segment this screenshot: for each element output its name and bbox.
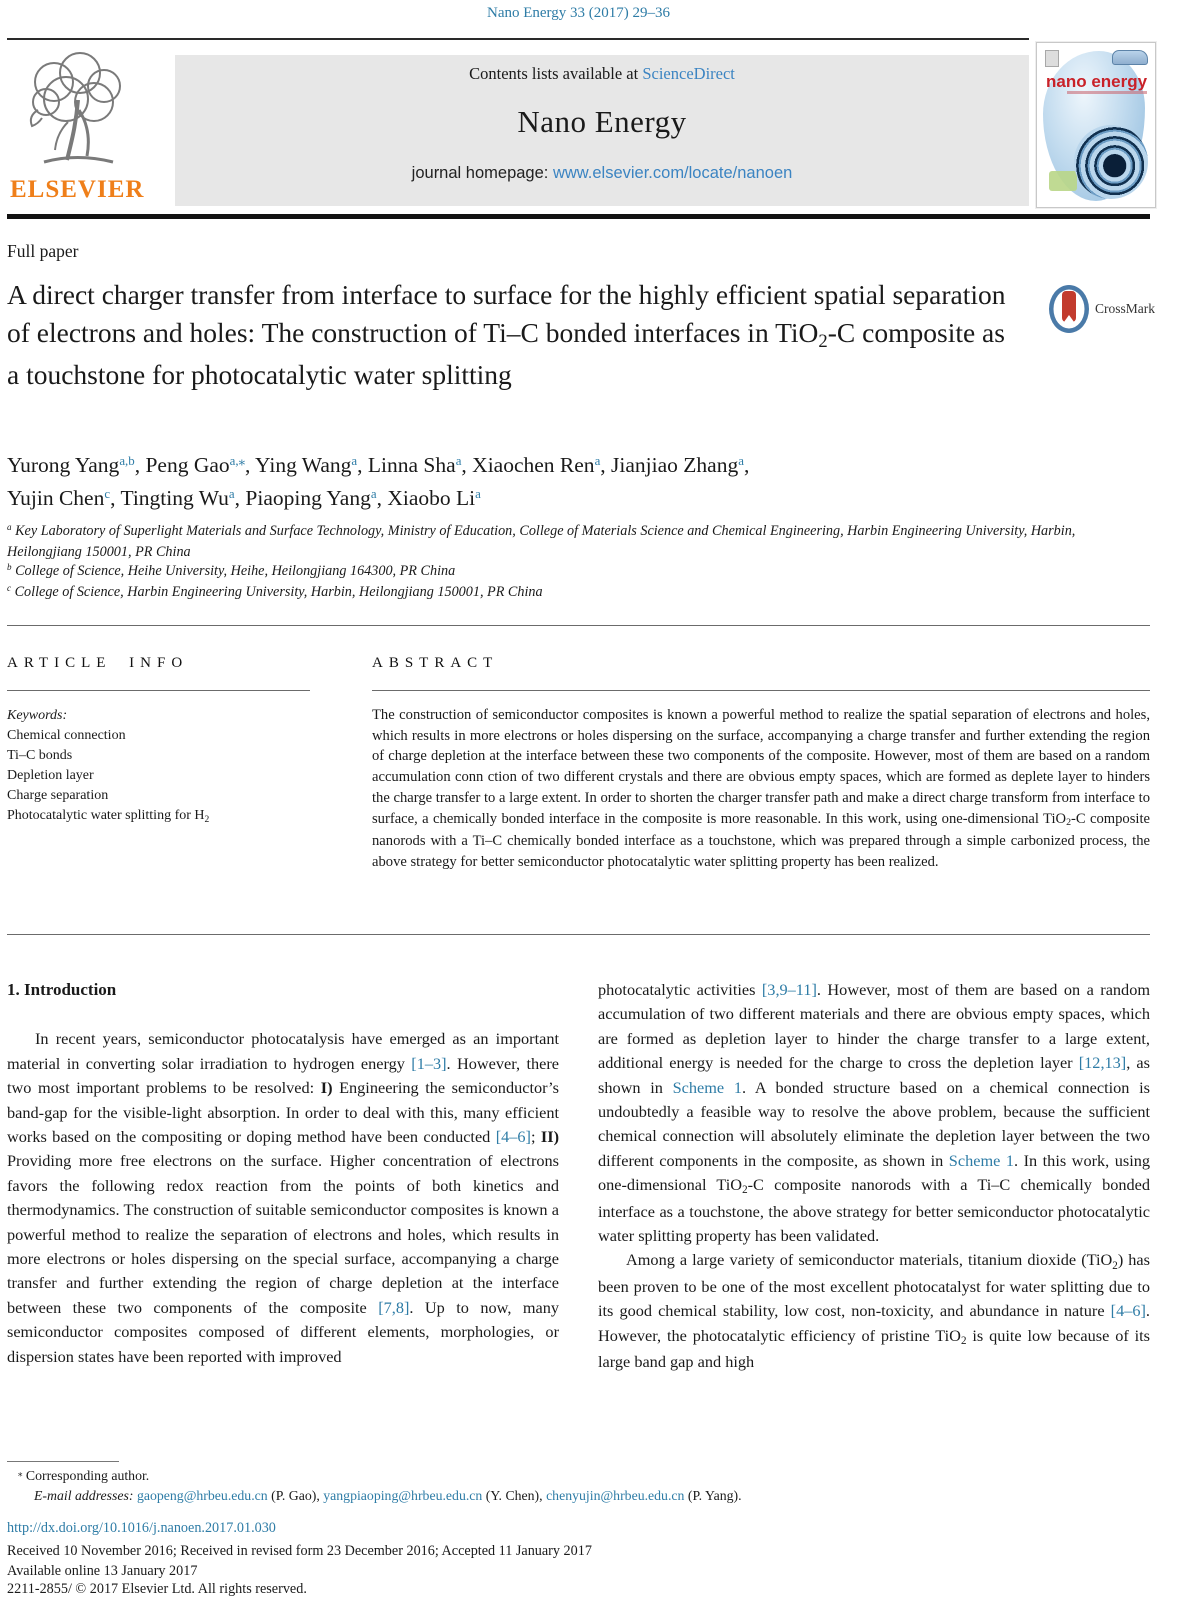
text-segment: a: [7, 522, 12, 533]
text-segment: . However, most of them are based on a random accumulation of two different materials and there are obvious empty spaces, which are formed as depletion layer to hinder the charge transfer to a large extent, additional energy is needed for the charge to cross the depletion layer: [598, 980, 1151, 1073]
text-segment: 2: [204, 814, 210, 825]
text-segment: Key Laboratory of Superlight Materials and Surface Technology, Ministry of Education, College of Materials Science and Chemical Engineering, Harbin Engineering University, Harbin, Heilongjiang 150001, PR China: [7, 523, 1076, 560]
text-segment: 2: [818, 331, 828, 353]
corresponding-author-note: [18, 1468, 149, 1484]
elsevier-logo[interactable]: [10, 52, 160, 206]
text-segment: I): [320, 1078, 333, 1098]
header-top-rule: [7, 38, 1029, 40]
citation-link[interactable]: [1–3]: [411, 1053, 447, 1073]
text-segment: II): [540, 1127, 559, 1147]
author-affiliation-link[interactable]: a: [594, 453, 601, 468]
text-segment: . However, there two most important problems to be resolved:: [7, 1053, 560, 1098]
email-link[interactable]: gaopeng@hrbeu.edu.cn: [136, 1488, 268, 1503]
contents-line: [175, 55, 1029, 84]
article-info-heading: ARTICLE INFO: [7, 655, 189, 671]
abstract-rule: [372, 690, 1150, 691]
cover-journal-wordmark: nano energy: [1046, 72, 1148, 91]
article-body-columns: [7, 978, 1150, 1375]
text-segment: Among a large variety of semiconductor materials, titanium dioxide (TiO: [626, 1250, 1113, 1270]
text-segment: . Up to now, many semiconductor composites composed of different elements, morphologies, or dispersion states have been reported with improved: [7, 1297, 559, 1366]
elsevier-wordmark: ELSEVIER: [10, 176, 145, 203]
section-divider-rule: [7, 625, 1150, 626]
text-segment: 2: [1112, 1259, 1118, 1272]
text-segment: (P. Gao),: [267, 1488, 324, 1503]
text-segment: , Xiaobo Li: [376, 486, 476, 510]
abstract-column: [372, 655, 1150, 873]
text-segment: . However, the photocatalytic efficiency of pristine TiO: [598, 1301, 1150, 1345]
affiliation-list: [7, 522, 1127, 603]
cover-subtitle-bar: [1067, 91, 1147, 94]
email-link[interactable]: yangpiaoping@hrbeu.edu.cn: [323, 1488, 483, 1503]
masthead-bottom-rule: [7, 214, 1150, 219]
info-abstract-section: [7, 655, 1150, 873]
author-affiliation-link[interactable]: a: [455, 453, 462, 468]
text-segment: . In this work, using one-dimensional TiO: [598, 1150, 1151, 1195]
text-segment: ⁎: [18, 1467, 23, 1478]
introduction-paragraph: [7, 1027, 559, 1369]
text-segment: A direct charger transfer from interface to surface for the highly efficient spatial separation of electrons and holes: The construction of Ti–C bonded interfaces in TiO: [7, 279, 1006, 348]
text-segment: (P. Yang).: [684, 1488, 742, 1503]
text-segment: , Xiaochen Ren: [461, 453, 595, 477]
text-segment: -C composite as a touchstone for photocatalytic water splitting: [7, 317, 1005, 390]
author-affiliation-link[interactable]: a: [738, 453, 744, 468]
cover-green-graphic: [1049, 171, 1077, 191]
text-segment: College of Science, Heihe University, Heihe, Heilongjiang 164300, PR China: [11, 563, 456, 579]
affiliation-b: [7, 562, 1127, 583]
text-segment: Engineering the semiconductor’s band-gap for the visible-light absorption. In order to deal with this, many efficient works based on the compositing or doping method have been conducted: [7, 1078, 559, 1147]
body-left-column: [7, 978, 559, 1375]
keyword-item: Ti–C bonds: [7, 748, 73, 763]
text-segment: Contents lists available at: [469, 64, 643, 83]
citation-link[interactable]: [3,9–11]: [761, 980, 817, 999]
text-segment: , Tingting Wu: [110, 486, 229, 510]
citation-link[interactable]: [12,13]: [1078, 1053, 1127, 1073]
citation-link[interactable]: [4–6]: [1110, 1301, 1146, 1321]
text-segment: Providing more free electrons on the surface. Higher concentration of electrons favors the following redox reaction from the points of both kinetics and thermodynamics. The construction of suitable semiconductor composites is known a powerful method to realize the separation of electrons and holes, which results in more electrons or holes dispersing on the special surface, accompanying a charge transfer and further extending the region of charge depletion at the interface between these two components of the composite: [7, 1151, 559, 1317]
crossmark-icon: [1048, 284, 1090, 334]
author-line: [7, 450, 1027, 483]
journal-homepage-link[interactable]: www.elsevier.com/locate/nanoen: [552, 164, 793, 182]
abstract-text: [372, 705, 1150, 873]
email-link[interactable]: chenyujin@hrbeu.edu.cn: [546, 1488, 685, 1503]
masthead-box: [175, 55, 1029, 206]
text-segment: ,: [743, 453, 750, 477]
cover-car-graphic: [1112, 50, 1148, 65]
text-segment: b: [7, 562, 12, 573]
text-segment: is quite low because of its large band gap and high: [598, 1325, 1150, 1372]
sciencedirect-link[interactable]: ScienceDirect: [642, 64, 735, 83]
text-segment: E-mail addresses:: [34, 1488, 134, 1503]
introduction-paragraph: [598, 978, 1150, 1248]
journal-citation-header: Nano Energy 33 (2017) 29–36: [486, 5, 671, 21]
keyword-item: Chemical connection: [7, 728, 126, 743]
text-segment: , Peng Gao: [134, 453, 230, 477]
journal-cover-art: [1041, 47, 1151, 203]
cover-barcode-chip: [1045, 50, 1059, 67]
author-affiliation-link[interactable]: a: [370, 486, 377, 501]
footnote-rule: [7, 1461, 119, 1462]
text-segment: , Ying Wang: [245, 453, 352, 477]
text-segment: Yujin Chen: [7, 486, 105, 510]
scheme-link[interactable]: Scheme 1: [948, 1150, 1014, 1170]
text-segment: , as shown in: [598, 1053, 1150, 1097]
keyword-item: Depletion layer: [7, 768, 94, 783]
text-segment: ;: [530, 1127, 541, 1147]
author-affiliation-link[interactable]: a: [475, 486, 481, 501]
text-segment: 2: [742, 1184, 748, 1197]
keywords-list: [7, 726, 310, 827]
citation-link[interactable]: [7,8]: [378, 1297, 410, 1317]
section-divider-rule: [7, 934, 1150, 935]
issn-copyright-line: 2211-2855/ © 2017 Elsevier Ltd. All rights reserved.: [7, 1581, 307, 1597]
text-segment: 2: [1066, 817, 1072, 829]
introduction-heading: 1. Introduction: [7, 980, 117, 999]
text-segment: The construction of semiconductor composites is known a powerful method to realize the spatial separation of electrons and holes, which results in more electrons or holes dispersing on the surface, accompanying a charge transfer and further extending the region of charge depletion at the interface between these two components of the composite. However, most of them are based on a random accumulation conn ction of two different crystals and there are obvious empty spaces, which are formed as deplete layer to hinders the charge transfer to a large extent. In order to shorten the charger transfer path and make a direct charge transform from interface to surface, a chemically bonded interface in the composite is more reasonable. In this work, using one-dimensional TiO: [372, 707, 1150, 827]
email-addresses-line: [34, 1488, 742, 1504]
homepage-line: [175, 164, 1029, 183]
article-type-label: Full paper: [7, 241, 79, 261]
author-affiliation-link[interactable]: a: [351, 453, 358, 468]
crossmark-badge[interactable]: [1048, 284, 1178, 334]
affiliation-a: [7, 522, 1127, 562]
text-segment: journal homepage:: [411, 164, 553, 182]
text-segment: (Y. Chen),: [482, 1488, 547, 1503]
affiliation-c: [7, 583, 1127, 604]
keyword-item: Charge separation: [7, 788, 109, 803]
text-segment: , Linna Sha: [357, 453, 456, 477]
elsevier-tree-icon: [16, 52, 138, 174]
text-segment: Yurong Yang: [7, 453, 120, 477]
body-right-column: [598, 978, 1150, 1375]
journal-title: Nano Energy: [517, 104, 687, 139]
text-segment: Photocatalytic water splitting for H: [7, 808, 205, 823]
text-segment: In recent years, semiconductor photocatalysis have emerged as an important material in converting solar irradiation to hydrogen energy: [7, 1029, 559, 1073]
text-segment: , Jianjiao Zhang: [600, 453, 739, 477]
text-segment: c: [7, 582, 12, 593]
keyword-item: [7, 806, 310, 827]
citation-link[interactable]: [4–6]: [495, 1127, 531, 1147]
cover-nautilus-spiral: [1074, 125, 1148, 199]
journal-masthead: [7, 44, 1029, 206]
article-info-rule: [7, 690, 310, 691]
text-segment: -C composite nanorods with a Ti–C chemically bonded interface as a touchstone, which was prepared through a simple carbonized process, the above strategy for better semiconductor photocatalytic water splitting property has been realized.: [372, 810, 1150, 870]
author-affiliation-link[interactable]: a,⁎: [229, 453, 246, 468]
author-affiliation-link[interactable]: c: [104, 486, 111, 501]
text-segment: . A bonded structure based on a chemical connection is undoubtedly a feasible way to resolve the above problem, because the sufficient chemical connection will absolutely eliminate the depletion layer between the two different components in the composite, as shown in: [598, 1077, 1151, 1170]
abstract-heading: ABSTRACT: [372, 655, 499, 671]
crossmark-label: CrossMark: [1095, 301, 1155, 316]
author-line: [7, 483, 1027, 516]
article-info-column: [7, 655, 310, 873]
text-segment: -C composite nanorods with a Ti–C chemically bonded interface as a touchstone, the above strategy for better semiconductor photocatalytic water splitting property has been validated.: [598, 1175, 1150, 1246]
text-segment: College of Science, Harbin Engineering University, Harbin, Heilongjiang 150001, PR China: [11, 583, 543, 600]
available-online-line: Available online 13 January 2017: [7, 1563, 198, 1579]
article-title: [7, 276, 1019, 394]
introduction-paragraph: [598, 1248, 1150, 1374]
keywords-label: Keywords:: [7, 708, 68, 723]
doi-link[interactable]: http://dx.doi.org/10.1016/j.nanoen.2017.01.030: [7, 1520, 276, 1536]
text-segment: ) has been proven to be one of the most excellent photocatalyst for water splitting due to its good chemical stability, low cost, non-toxicity, and abundance in nature: [598, 1250, 1150, 1321]
scheme-link[interactable]: Scheme 1: [672, 1077, 743, 1097]
author-list: [7, 450, 1027, 516]
text-segment: Corresponding author.: [22, 1468, 150, 1483]
text-segment: 2: [960, 1334, 967, 1347]
journal-cover-thumbnail[interactable]: [1036, 42, 1156, 208]
author-affiliation-link[interactable]: a: [228, 486, 235, 501]
text-segment: photocatalytic activities: [598, 980, 762, 999]
received-dates-line: Received 10 November 2016; Received in revised form 23 December 2016; Accepted 11 January 2017: [7, 1543, 592, 1559]
author-affiliation-link[interactable]: a,b: [119, 453, 135, 468]
text-segment: , Piaoping Yang: [234, 486, 371, 510]
